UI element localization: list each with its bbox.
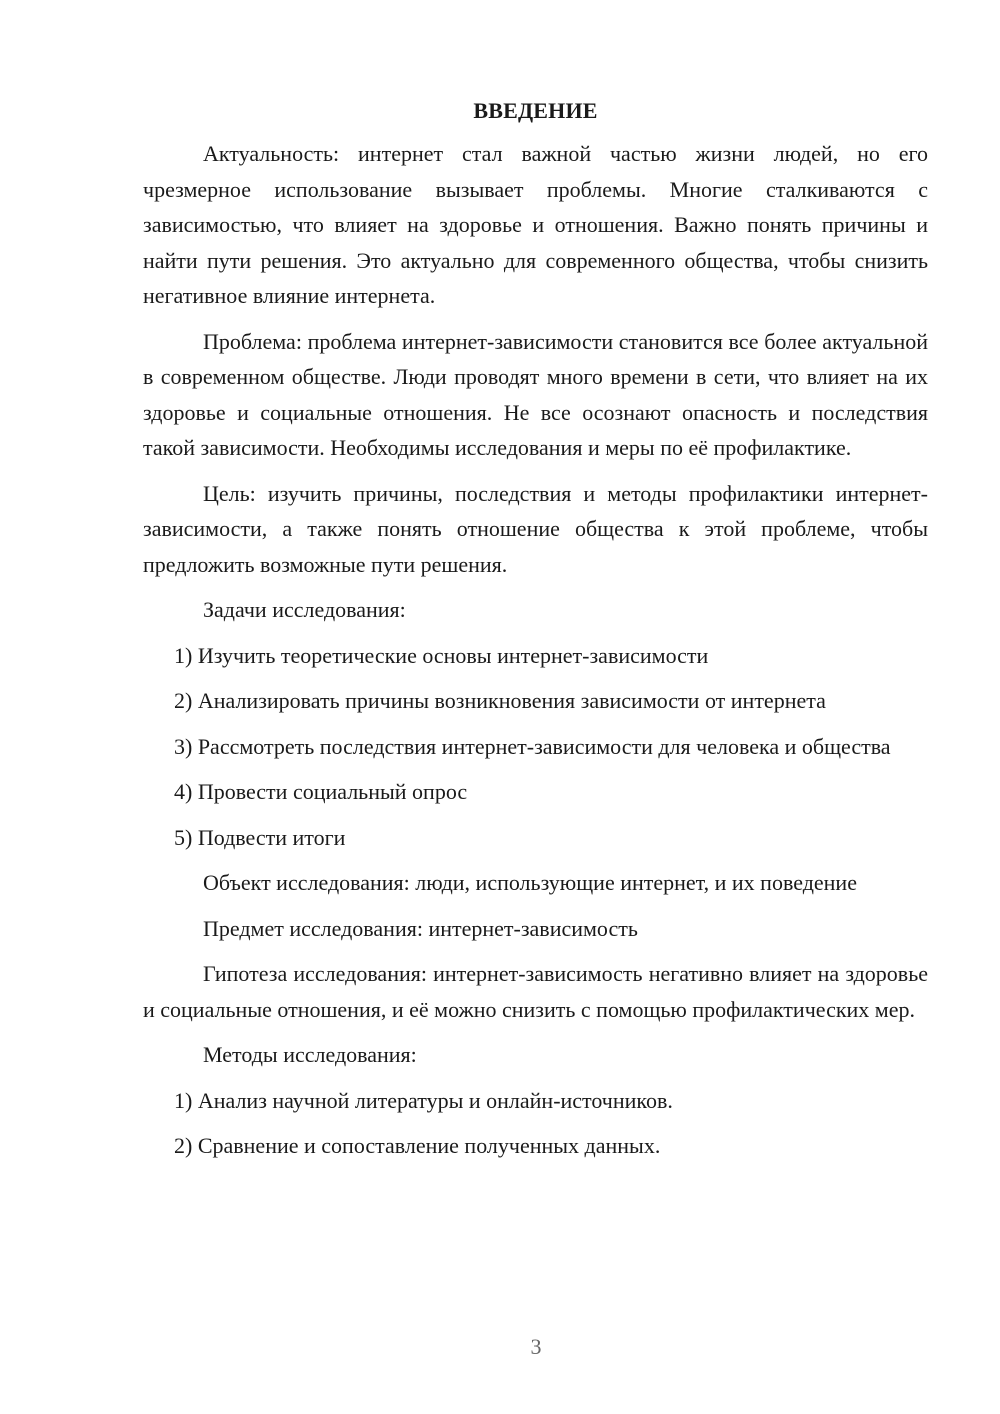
- subject-paragraph: Предмет исследования: интернет-зависимость: [203, 915, 638, 941]
- tasks-heading: Задачи исследования:: [203, 597, 406, 622]
- task-item: 2) Анализировать причины возникновения зависимости от интернета: [174, 688, 826, 713]
- task-item: 1) Изучить теоретические основы интернет-зависимости: [174, 642, 709, 668]
- section-title: ВВЕДЕНИЕ: [473, 98, 598, 123]
- task-item: 4) Провести социальный опрос: [174, 779, 468, 804]
- hypothesis-paragraph: Гипотеза исследования: интернет-зависимость негативно влияет на здоровье и социальные отношения, и её можно снизить с помощью профилактических мер.: [143, 961, 928, 1022]
- method-item: 1) Анализ научной литературы и онлайн-источников.: [174, 1087, 673, 1113]
- document-body: [143, 96, 928, 1174]
- method-item: 2) Сравнение и сопоставление полученных данных.: [174, 1133, 661, 1158]
- object-paragraph: Объект исследования: люди, использующие интернет, и их поведение: [203, 870, 857, 895]
- task-item: 3) Рассмотреть последствия интернет-зависимости для человека и общества: [174, 733, 891, 759]
- page-number: 3: [530, 1334, 542, 1359]
- problem-paragraph: Проблема: проблема интернет-зависимости становится все более актуальной в современном обществе. Люди проводят много времени в сети, что влияет на их здоровье и социальные отношения. Не все осознают опасность и последствия такой зависимости. Необходимы исследования и меры по её профилактике.: [143, 328, 928, 460]
- goal-paragraph: Цель: изучить причины, последствия и методы профилактики интернет-зависимости, а также понять отношение общества к этой проблеме, чтобы предложить возможные пути решения.: [143, 480, 928, 577]
- relevance-paragraph: Актуальность: интернет стал важной частью жизни людей, но его чрезмерное использование вызывает проблемы. Многие сталкиваются с зависимостью, что влияет на здоровье и отношения. Важно понять причины и найти пути решения. Это актуально для современного общества, чтобы снизить негативное влияние интернета.: [143, 141, 928, 308]
- task-item: 5) Подвести итоги: [174, 824, 346, 850]
- methods-heading: Методы исследования:: [203, 1042, 417, 1067]
